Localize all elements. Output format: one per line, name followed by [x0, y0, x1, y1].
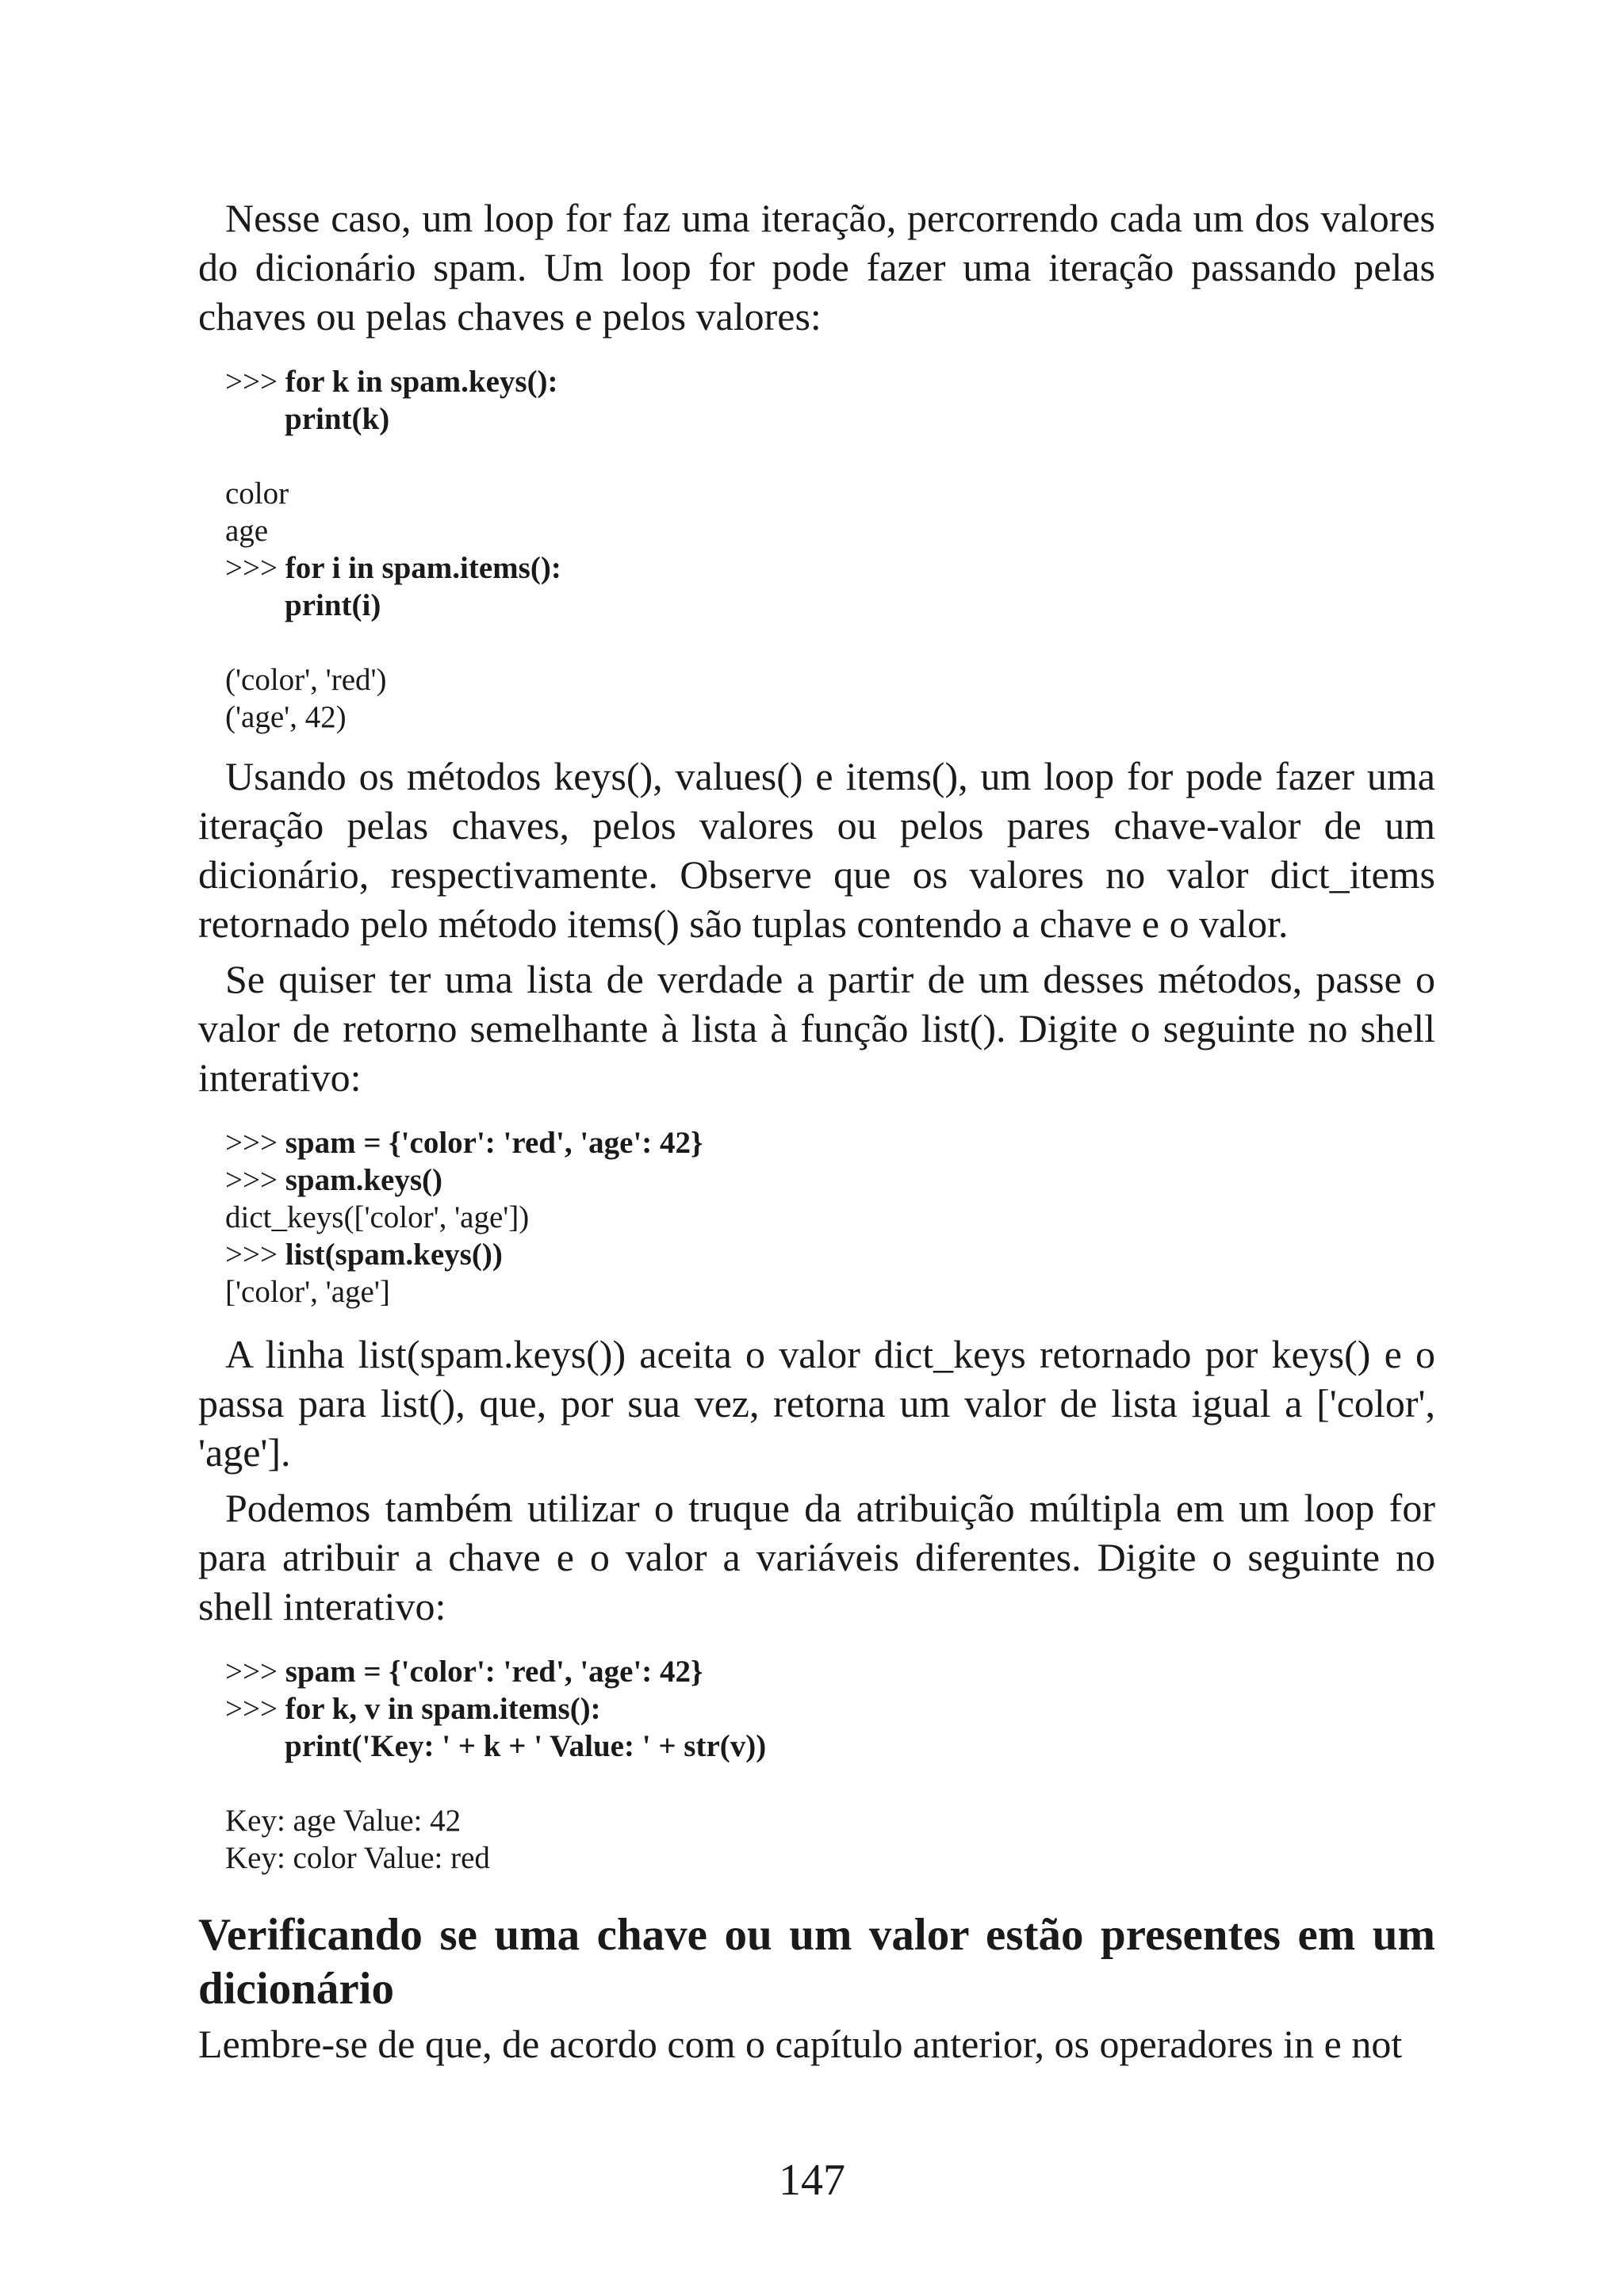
code-prompt: >>>: [225, 1126, 285, 1160]
code-command: for k, v in spam.items():: [285, 1692, 601, 1726]
code-output: color: [225, 476, 289, 511]
code-output: Key: age Value: 42: [225, 1804, 462, 1838]
code-output: ['color', 'age']: [225, 1275, 390, 1309]
code-command: for i in spam.items():: [285, 551, 561, 585]
paragraph-list-keys-explanation: A linha list(spam.keys()) aceita o valor dict_keys retornado por keys() e o passa para list(), que, por sua vez, retorna um valor de lista igual a ['color', 'age'].: [198, 1332, 1435, 1475]
code-line: [225, 1690, 1435, 1728]
page-number: 147: [779, 2156, 845, 2205]
code-line: [225, 1728, 1435, 1765]
code-line: [225, 1236, 1435, 1273]
paragraph-methods: Usando os métodos keys(), values() e items(), um loop for pode fazer uma iteração pelas chaves, pelos valores ou pelos pares chave-valor de um dicionário, respectivamente. Observe que os valores no valor dict_items retornado pelo método items() são tuplas contendo a chave e o valor.: [198, 754, 1435, 946]
code-prompt: >>>: [225, 365, 285, 399]
code-output: ('color', 'red'): [225, 663, 387, 697]
code-line: [225, 1124, 1435, 1161]
code-line: [225, 400, 1435, 438]
code-block-keys-items-loop: [225, 363, 1435, 736]
code-command: list(spam.keys()): [285, 1238, 503, 1272]
section-heading: Verificando se uma chave ou um valor estão presentes em um dicionário: [198, 1910, 1435, 2014]
code-prompt: >>>: [225, 1238, 285, 1272]
code-output: age: [225, 514, 269, 548]
code-line: [225, 587, 1435, 624]
code-line: [225, 1161, 1435, 1199]
paragraph-for-loop-intro: Nesse caso, um loop for faz uma iteração, percorrendo cada um dos valores do dicionário spam. Um loop for pode fazer uma iteração passando pelas chaves ou pelas chaves e pelos valores:: [198, 196, 1435, 339]
code-output: Key: color Value: red: [225, 1841, 490, 1875]
code-block-items-loop: [225, 1653, 1435, 1877]
paragraph-in-not-operators: Lembre-se de que, de acordo com o capítulo anterior, os operadores in e not: [198, 2022, 1403, 2066]
code-command: print(k): [285, 402, 390, 436]
code-command: spam.keys(): [285, 1163, 442, 1197]
code-prompt: >>>: [225, 1163, 285, 1197]
code-command: print(i): [285, 588, 381, 622]
code-line-blank: [225, 438, 1435, 475]
code-command: print('Key: ' + k + ' Value: ' + str(v)): [285, 1729, 767, 1763]
code-command: for k in spam.keys():: [285, 365, 558, 399]
paragraph-list-function: Se quiser ter uma lista de verdade a partir de um desses métodos, passe o valor de retorno semelhante à lista à função list(). Digite o seguinte no shell interativo:: [198, 957, 1435, 1100]
code-prompt: >>>: [225, 1655, 285, 1689]
code-line-blank: [225, 624, 1435, 661]
code-line: [225, 363, 1435, 400]
code-prompt: >>>: [225, 551, 285, 585]
code-line-blank: [225, 1765, 1435, 1802]
code-line: [225, 549, 1435, 587]
code-prompt: >>>: [225, 1692, 285, 1726]
code-line: [225, 1653, 1435, 1690]
code-block-list-keys: [225, 1124, 1435, 1311]
code-output: dict_keys(['color', 'age']): [225, 1200, 530, 1234]
code-command: spam = {'color': 'red', 'age': 42}: [285, 1126, 703, 1160]
page-content: [198, 193, 1435, 2068]
code-output: ('age', 42): [225, 700, 347, 734]
paragraph-multiple-assignment: Podemos também utilizar o truque da atribuição múltipla em um loop for para atribuir a chave e o valor a variáveis diferentes. Digite o seguinte no shell interativo:: [198, 1486, 1435, 1628]
code-command: spam = {'color': 'red', 'age': 42}: [285, 1655, 703, 1689]
